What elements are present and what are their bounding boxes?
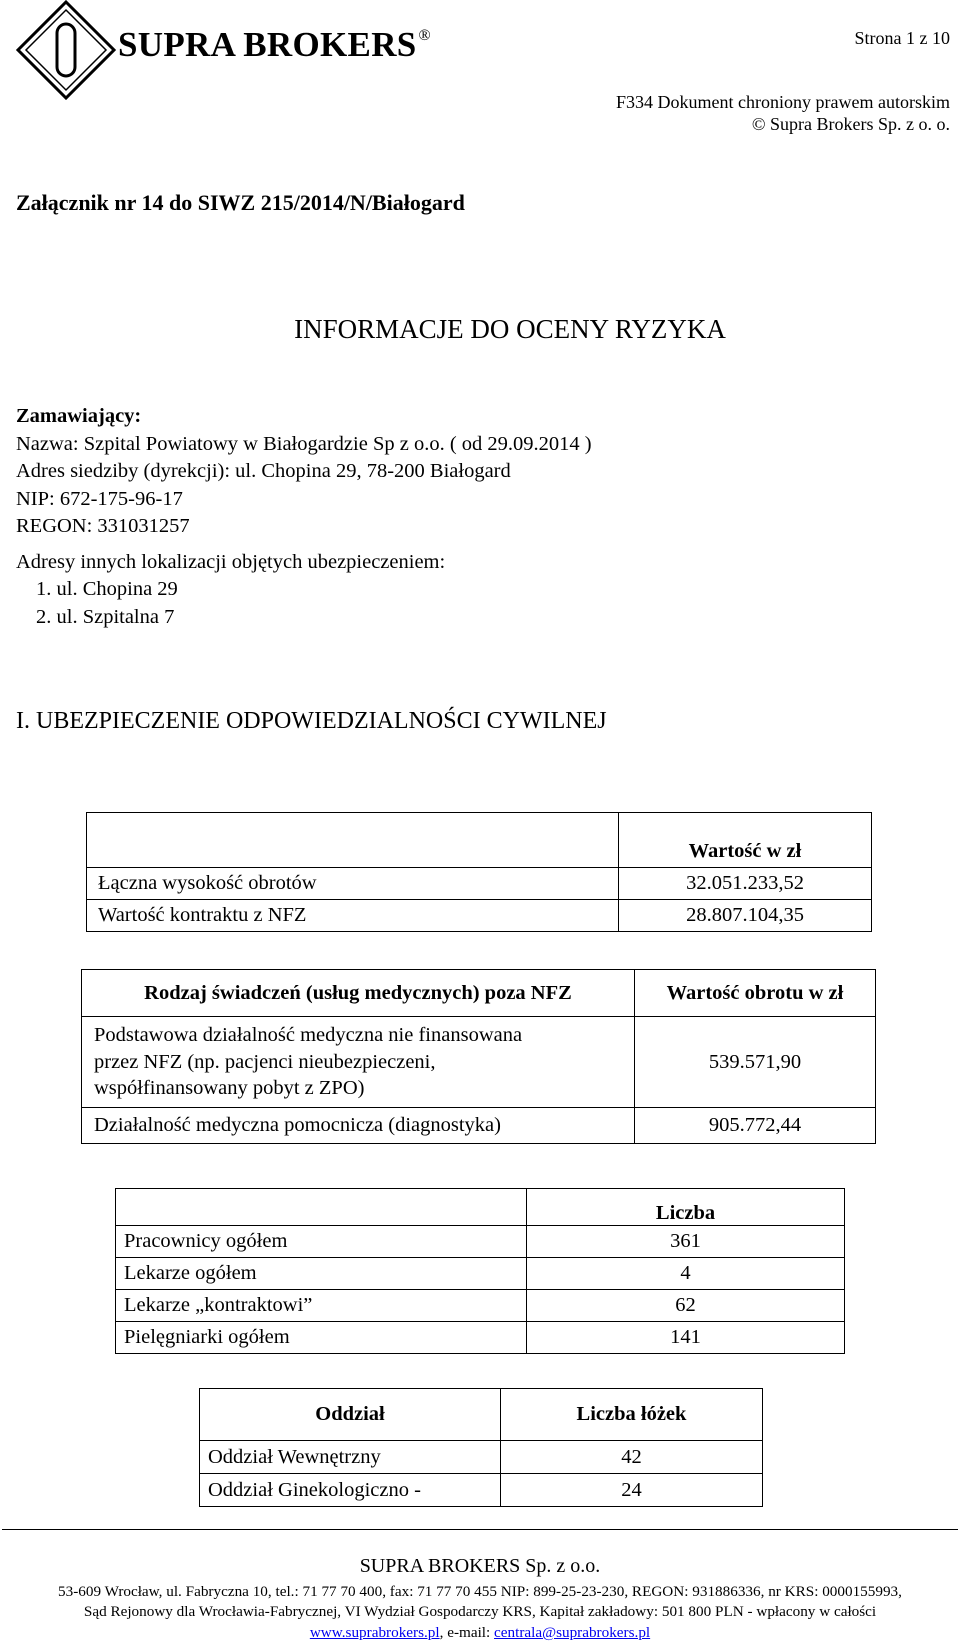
table-row xyxy=(116,1258,845,1290)
row-value: 42 xyxy=(501,1441,763,1474)
locations-heading: Adresy innych lokalizacji objętych ubezpieczeniem: xyxy=(16,550,446,573)
row-value: 141 xyxy=(527,1322,845,1354)
client-address: Adres siedziby (dyrekcji): ul. Chopina 29, 78-200 Białogard xyxy=(16,460,511,482)
table-row xyxy=(87,868,872,900)
row-value: 24 xyxy=(501,1474,763,1507)
row-label: Podstawowa działalność medyczna nie finansowana przez NFZ (np. pacjenci nieubezpieczeni, współfinansowany pobyt z ZPO) xyxy=(82,1017,635,1108)
client-regon: REGON: 331031257 xyxy=(16,515,190,537)
row-value: 28.807.104,35 xyxy=(619,900,872,932)
row-label: Lekarze „kontraktowi” xyxy=(116,1290,527,1322)
row-value: 905.772,44 xyxy=(635,1108,876,1144)
copyright-owner: © Supra Brokers Sp. z o. o. xyxy=(751,114,950,134)
row-label: Oddział Ginekologiczno - xyxy=(200,1474,501,1507)
email-label: , e-mail: xyxy=(439,1624,495,1641)
table-row xyxy=(116,1226,845,1258)
table-header-value: Wartość obrotu w zł xyxy=(635,970,876,1017)
table-header-value: Liczba łóżek xyxy=(501,1389,763,1441)
website-link[interactable]: www.suprabrokers.pl xyxy=(309,1624,440,1641)
row-label: Oddział Wewnętrzny xyxy=(200,1441,501,1474)
client-name: Nazwa: Szpital Powiatowy w Białogardzie Sp z o.o. ( od 29.09.2014 ) xyxy=(16,432,592,455)
client-heading: Zamawiający: xyxy=(16,405,142,427)
row-value: 62 xyxy=(527,1290,845,1322)
row-value: 539.571,90 xyxy=(635,1017,876,1108)
brand-name: SUPRA BROKERS ® xyxy=(118,25,432,64)
table-row xyxy=(200,1441,763,1474)
staff-table xyxy=(115,1188,845,1354)
table-header-row xyxy=(82,970,876,1017)
services-table xyxy=(81,969,876,1144)
table-row xyxy=(87,900,872,932)
row-label: Działalność medyczna pomocnicza (diagnostyka) xyxy=(82,1108,635,1144)
footer-registration: Sąd Rejonowy dla Wrocławia-Fabrycznej, VI Wydział Gospodarczy KRS, Kapitał zakładowy: 501 800 PLN - wpłacony w całości xyxy=(83,1603,877,1620)
client-info xyxy=(16,403,592,631)
annex-reference: Załącznik nr 14 do SIWZ 215/2014/N/Białogard xyxy=(16,190,465,215)
row-label: Pracownicy ogółem xyxy=(116,1226,527,1258)
row-value: 4 xyxy=(527,1258,845,1290)
row-label: Łączna wysokość obrotów xyxy=(87,868,619,900)
footer-contact xyxy=(0,1624,960,1642)
wards-table xyxy=(199,1388,763,1507)
client-nip: NIP: 672-175-96-17 xyxy=(16,487,183,510)
row-value: 32.051.233,52 xyxy=(619,868,872,900)
table-header-row xyxy=(87,813,872,868)
copyright-notice: F334 Dokument chroniony prawem autorskim xyxy=(616,92,950,112)
table-row xyxy=(116,1290,845,1322)
table-header-empty xyxy=(87,813,619,868)
footer-divider xyxy=(2,1529,958,1530)
page-number: Strona 1 z 10 xyxy=(854,28,950,48)
row-label: Lekarze ogółem xyxy=(116,1258,527,1290)
row-label: Wartość kontraktu z NFZ xyxy=(87,900,619,932)
location-item: 2. ul. Szpitalna 7 xyxy=(36,605,175,628)
table-row xyxy=(200,1474,763,1507)
table-header-empty xyxy=(116,1189,527,1226)
email-link[interactable]: centrala@suprabrokers.pl xyxy=(494,1624,651,1641)
turnover-table xyxy=(86,812,872,932)
footer-company: SUPRA BROKERS Sp. z o.o. xyxy=(359,1555,601,1577)
table-header-value: Wartość w zł xyxy=(619,813,872,868)
table-header-row xyxy=(200,1389,763,1441)
row-value: 361 xyxy=(527,1226,845,1258)
row-label: Pielęgniarki ogółem xyxy=(116,1322,527,1354)
table-header-value: Liczba xyxy=(527,1189,845,1226)
table-row xyxy=(82,1017,876,1108)
document-title: INFORMACJE DO OCENY RYZYKA xyxy=(294,314,726,344)
supra-brokers-logo-icon xyxy=(16,0,116,100)
section-title: I. UBEZPIECZENIE ODPOWIEDZIALNOŚCI CYWILNEJ xyxy=(16,708,607,734)
table-row xyxy=(82,1108,876,1144)
table-row xyxy=(116,1322,845,1354)
footer-address: 53-609 Wrocław, ul. Fabryczna 10, tel.: 71 77 70 400, fax: 71 77 70 455 NIP: 899-25-23-230, REGON: 931886336, nr KRS: 0000155993, xyxy=(58,1583,902,1600)
table-header-label: Rodzaj świadczeń (usług medycznych) poza NFZ xyxy=(82,970,635,1017)
table-header-label: Oddział xyxy=(200,1389,501,1441)
table-header-row xyxy=(116,1189,845,1226)
location-item: 1. ul. Chopina 29 xyxy=(36,578,178,600)
registered-mark: ® xyxy=(418,27,432,44)
